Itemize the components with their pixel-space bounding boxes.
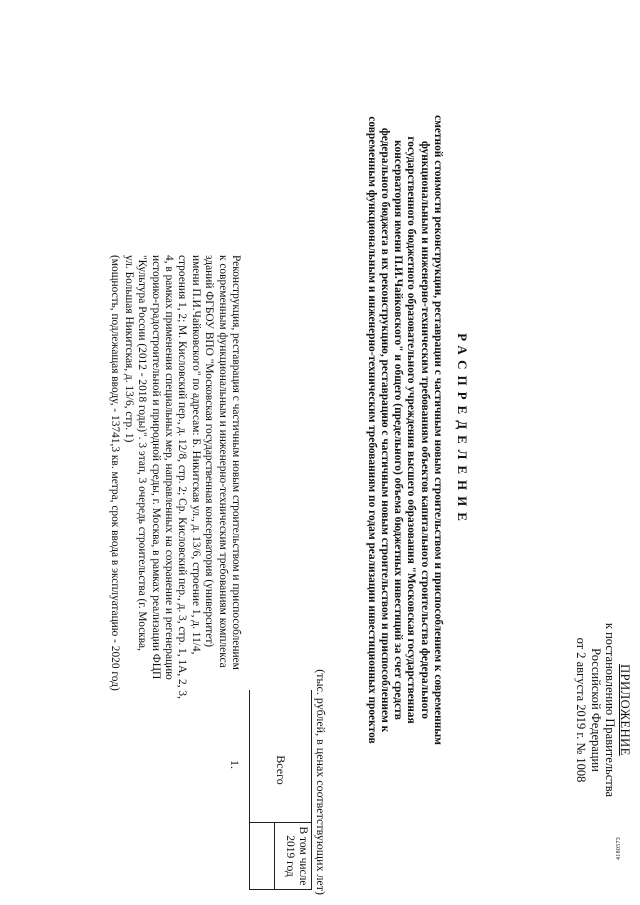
table-border xyxy=(274,822,275,890)
subtitle-line: сметной стоимости реконструкции, реставрации с частичным новым строительством и приспособлением к современным xyxy=(432,115,444,745)
column-header-including xyxy=(283,824,309,888)
row-line: Реконструкция, реставрация с частичным новым строительством и приспособлением xyxy=(230,255,242,670)
column-header-line: 2019 год xyxy=(284,835,296,877)
subtitle-line: консерватория имени П.И.Чайковского" и общего (предельного) объема бюджетных инвестиций за счет средств xyxy=(392,140,405,720)
table-header xyxy=(249,690,312,890)
row-description xyxy=(108,255,242,699)
row-line: (мощность, подлежащая вводу, - 13741,3 кв. метра, срок ввода в эксплуатацию - 2020 год) xyxy=(109,255,122,691)
subtitle-line: государственного бюджетного образовательного учреждения высшего образования "Московская государственная xyxy=(405,136,418,724)
row-line: ул. Большая Никитская, д. 13/6, стр. 1) xyxy=(122,255,135,443)
column-header-total: Всего xyxy=(274,755,288,785)
subtitle-line: функциональным и инженерно-техническим требованиям объектов капитального строительства федерального xyxy=(418,141,431,719)
document-title: РАСПРЕДЕЛЕНИЕ xyxy=(455,333,470,527)
subtitle-line: современным функциональным и инженерно-техническим требованиям по годам реализации инвестиционных проектов xyxy=(365,116,378,744)
appendix-line: к постановлению Правительства xyxy=(603,622,618,798)
appendix-header xyxy=(574,580,632,840)
table-border xyxy=(249,889,312,890)
appendix-line: от 2 августа 2019 г. № 1008 xyxy=(574,637,589,783)
table-border xyxy=(249,822,312,823)
appendix-title: ПРИЛОЖЕНИЕ xyxy=(618,664,632,756)
units-note: (тыс. рублей, в ценах соответствующих лет) xyxy=(314,669,328,895)
subtitle-line: федерального бюджета в их реконструкцию, реставрацию с частичным новым строительством и приспособлением к xyxy=(378,127,391,733)
row-line: зданий ФГБОУ ВПО "Московская государственная консерватория (университет) xyxy=(203,255,216,648)
table-border xyxy=(311,690,312,890)
column-header-line: В том числе xyxy=(297,826,309,886)
row-line: строения 1, 2; М. Кисловский пер., д. 12/8, стр. 2; Ср. Кисловский пер., д. 3, стр. 1, 1А, 2, 3, xyxy=(176,255,189,699)
row-line: к современным функциональным и инженерно-техническим требованиям комплекса xyxy=(216,255,229,668)
row-line: историко-градостроительной и природной среды, г. Москва, в рамках реализации ФЦП xyxy=(149,255,162,680)
appendix-line: Российской Федерации xyxy=(589,648,603,772)
table-border xyxy=(249,690,250,890)
footer-document-code: 4180573 xyxy=(616,836,622,860)
row-line: имени П.И.Чайковского" по адресам: Б. Никитская ул., д. 13/6, строение 1, д. 11/4, xyxy=(189,255,202,655)
row-number: 1. xyxy=(228,760,242,769)
row-line: 4, в рамках применения специальных мер, направленных на сохранение и регенерацию xyxy=(162,255,175,680)
row-line: "Культура России (2012 - 2018 годы)". 3 этап, 3 очередь строительства (г. Москва, xyxy=(136,255,149,651)
document-subtitle xyxy=(364,30,444,830)
